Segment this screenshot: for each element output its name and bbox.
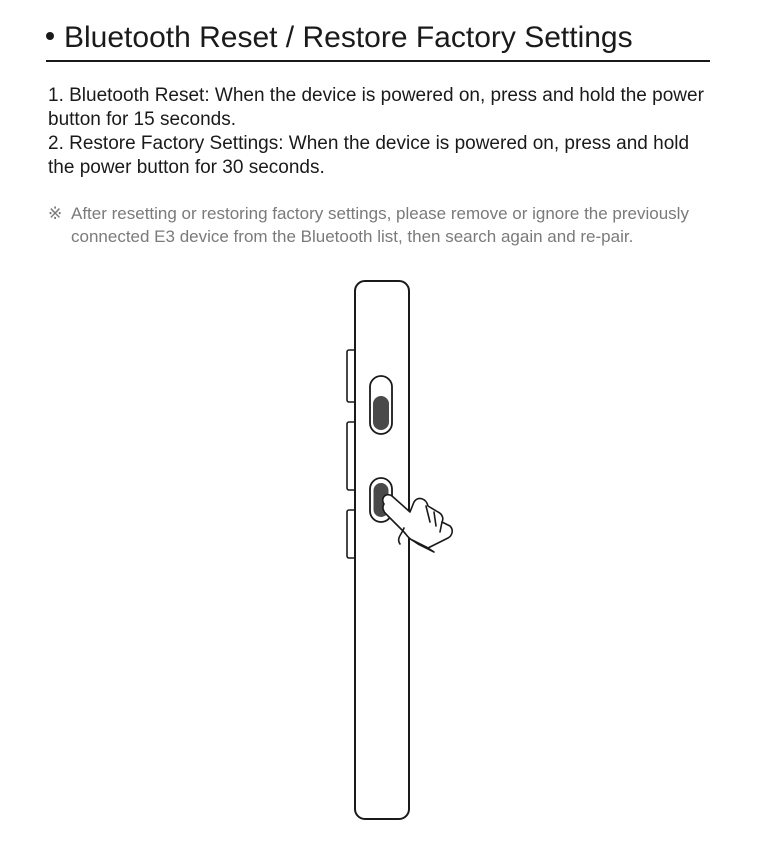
device-body	[355, 281, 409, 819]
page-title-text: Bluetooth Reset / Restore Factory Settings	[64, 21, 633, 54]
section-heading	[46, 18, 710, 62]
note-text: After resetting or restoring factory settings, please remove or ignore the previously connected E3 device from the Bluetooth list, then search again and re-pair.	[71, 204, 689, 246]
note-paragraph	[48, 202, 708, 248]
upper-slider-knob	[373, 396, 389, 430]
device-side-illustration	[330, 276, 470, 824]
reference-mark-icon: ※	[48, 204, 63, 223]
bullet-icon	[46, 32, 54, 40]
instruction-steps	[48, 84, 708, 180]
step-bluetooth-reset: 1. Bluetooth Reset: When the device is powered on, press and hold the power button for 15 seconds.	[48, 85, 704, 130]
step-factory-restore: 2. Restore Factory Settings: When the device is powered on, press and hold the power button for 30 seconds.	[48, 133, 690, 178]
page-title	[46, 18, 633, 58]
